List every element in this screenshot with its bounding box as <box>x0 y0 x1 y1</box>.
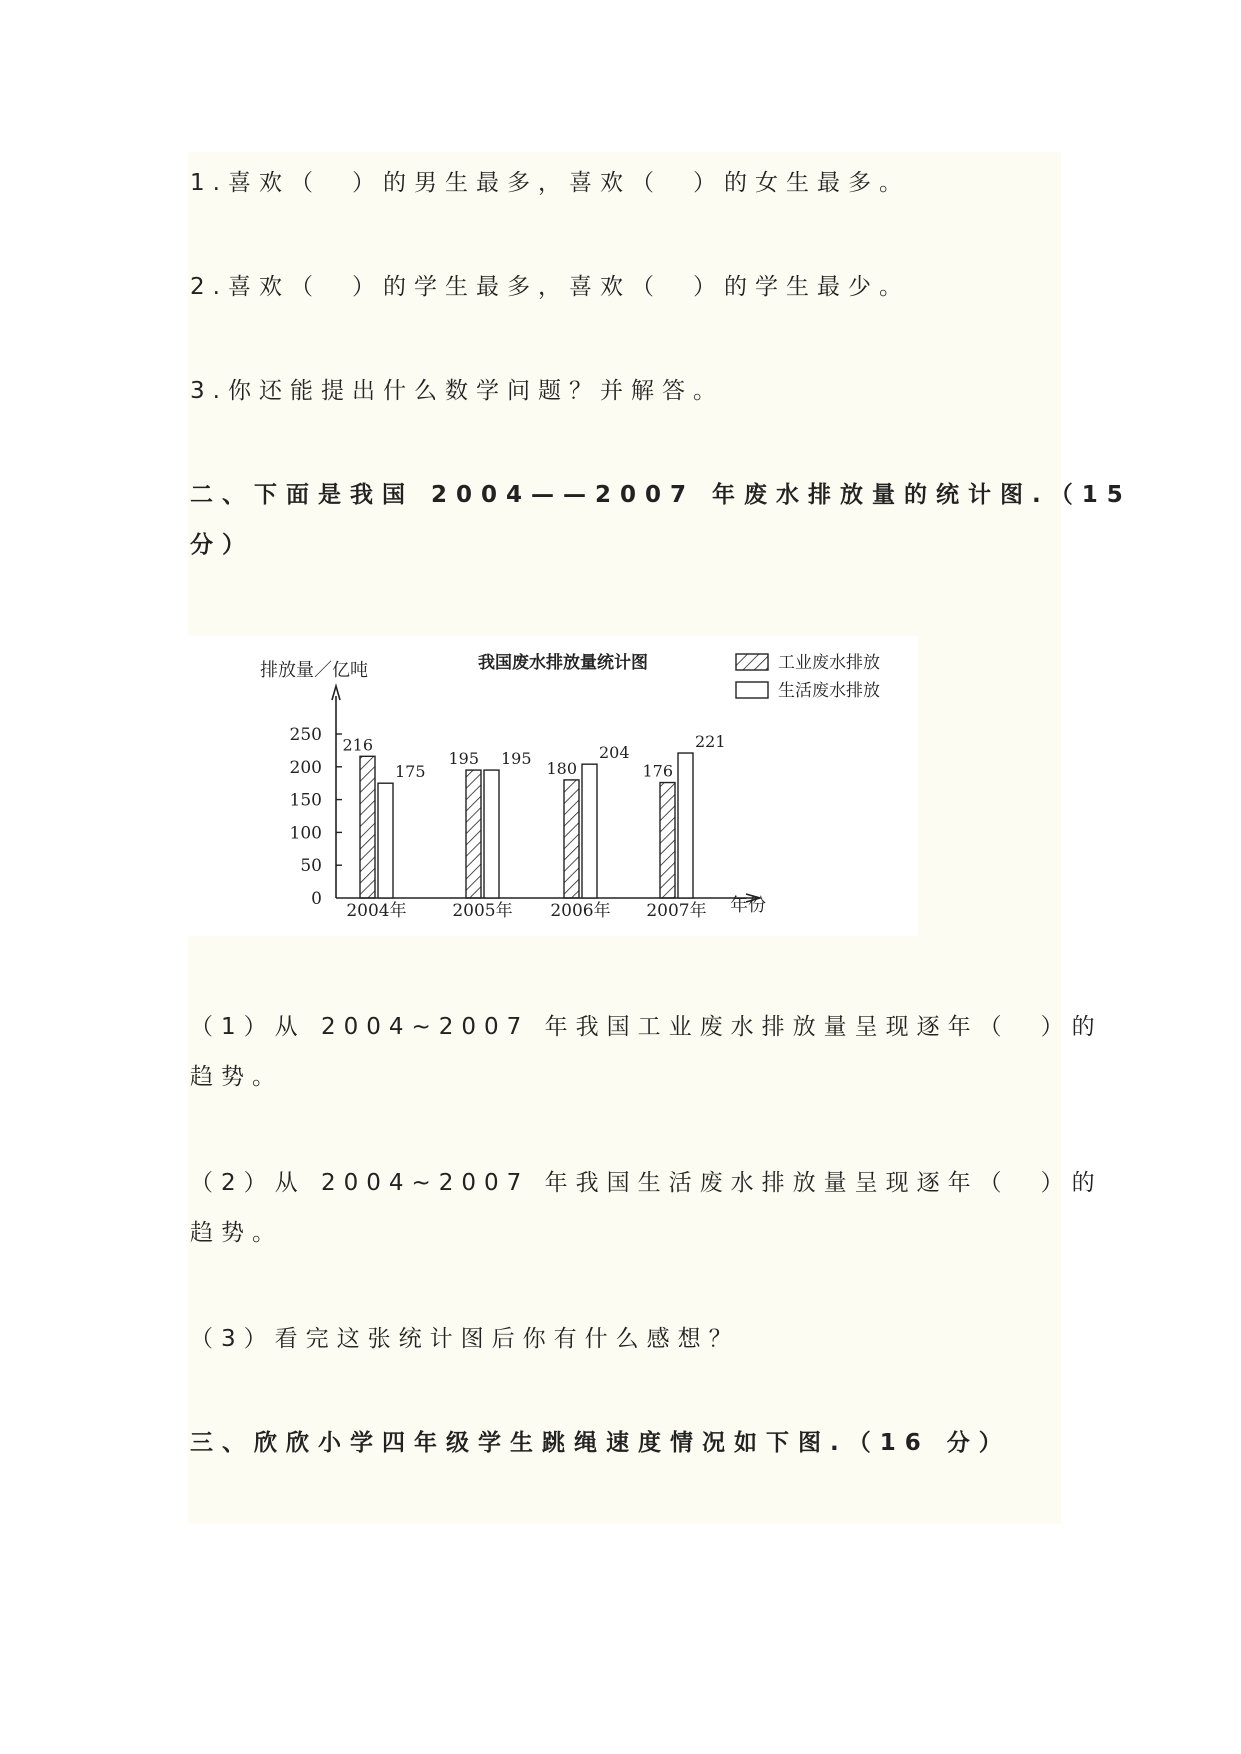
question-2-1: （1）从 2004~2007 年我国工业废水排放量呈现逐年（ ）的 <box>190 1014 1103 1040</box>
bar <box>564 780 579 898</box>
legend-label-industrial: 工业废水排放 <box>778 653 880 673</box>
question-2-2: （2）从 2004~2007 年我国生活废水排放量呈现逐年（ ）的 <box>190 1170 1103 1196</box>
bar-value-label: 195 <box>501 749 532 769</box>
bar <box>484 770 499 898</box>
section-3-heading: 三、欣欣小学四年级学生跳绳速度情况如下图.（16 分） <box>190 1430 1011 1456</box>
bar-value-label: 216 <box>342 735 373 755</box>
question-2-3: （3）看完这张统计图后你有什么感想？ <box>190 1326 740 1352</box>
y-tick-label: 200 <box>289 757 322 778</box>
y-tick-label: 150 <box>289 790 322 811</box>
x-tick-label: 2004年 <box>346 901 407 921</box>
bar <box>678 753 693 898</box>
bar <box>660 783 675 898</box>
bar-value-label: 176 <box>642 761 673 781</box>
section-2-heading: 二、下面是我国 2004——2007 年废水排放量的统计图.（15 <box>190 482 1132 508</box>
legend-label-domestic: 生活废水排放 <box>778 681 880 701</box>
chart-title: 我国废水排放量统计图 <box>478 653 648 673</box>
bar-value-label: 204 <box>599 743 630 763</box>
bar <box>360 756 375 898</box>
bar-value-label: 221 <box>695 732 726 752</box>
section-2-heading-cont: 分） <box>190 532 254 558</box>
x-tick-label: 2006年 <box>550 901 611 921</box>
bar <box>466 770 481 898</box>
y-tick-label: 0 <box>311 889 322 909</box>
chart-bars <box>342 732 725 921</box>
question-2-1-cont: 趋势。 <box>190 1064 283 1090</box>
bar <box>582 764 597 898</box>
y-tick-label: 250 <box>289 725 322 745</box>
legend-swatch-industrial <box>736 654 768 670</box>
x-tick-label: 2007年 <box>646 901 707 921</box>
question-2-2-cont: 趋势。 <box>190 1220 283 1246</box>
bar-value-label: 175 <box>395 762 426 782</box>
question-1-3: 3.你还能提出什么数学问题？并解答。 <box>190 378 724 404</box>
y-tick-label: 100 <box>289 823 322 844</box>
bar-value-label: 180 <box>546 758 577 778</box>
x-tick-label: 2005年 <box>452 901 513 921</box>
wastewater-chart <box>188 636 918 936</box>
chart-ylabel: 排放量／亿吨 <box>260 660 368 681</box>
chart-xlabel: 年份 <box>730 895 766 916</box>
chart-svg <box>188 636 918 936</box>
bar-value-label: 195 <box>448 749 479 769</box>
bar <box>378 783 393 898</box>
question-1-1: 1.喜欢（ ）的男生最多，喜欢（ ）的女生最多。 <box>190 170 910 196</box>
legend-swatch-domestic <box>736 682 768 698</box>
y-tick-label: 50 <box>300 856 322 877</box>
question-1-2: 2.喜欢（ ）的学生最多，喜欢（ ）的学生最少。 <box>190 274 910 300</box>
